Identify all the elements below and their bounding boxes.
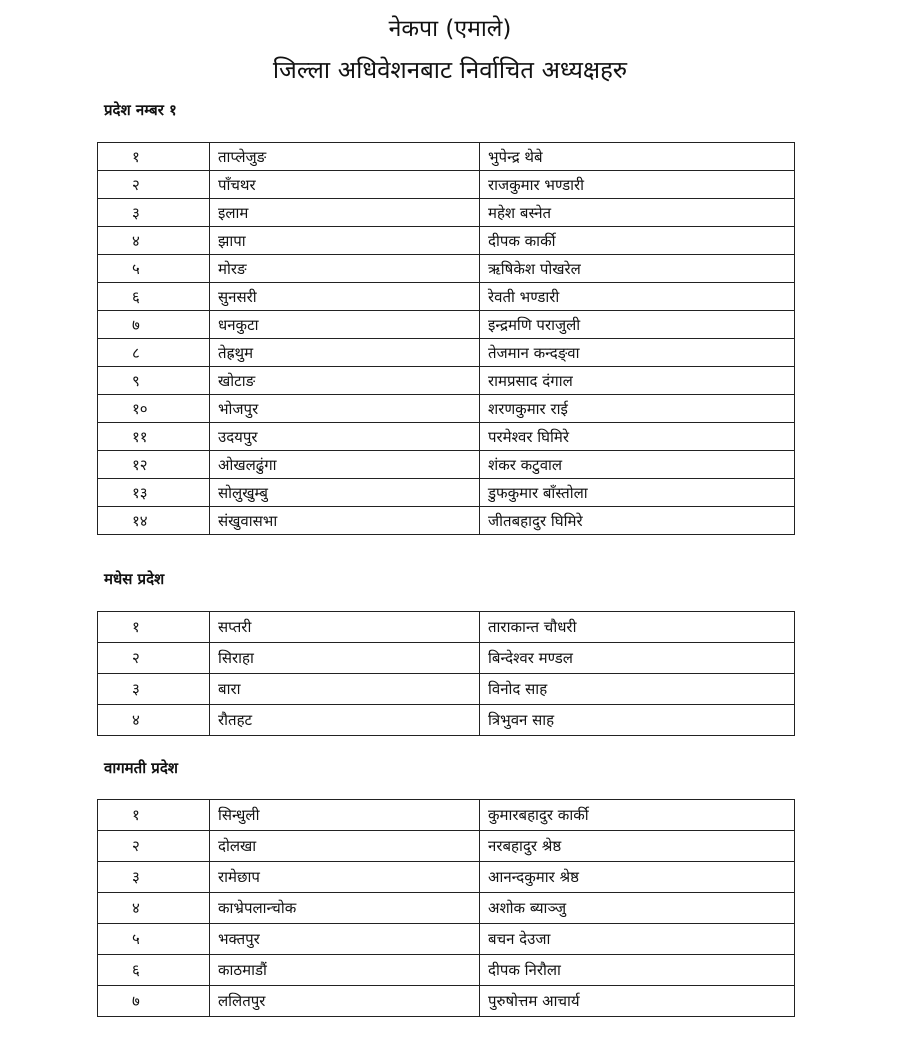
table-row xyxy=(98,283,795,311)
district-cell: सप्तरी xyxy=(210,612,480,643)
president-name-cell: विनोद साह xyxy=(480,674,795,705)
district-cell: झापा xyxy=(210,227,480,255)
section-heading-madhesh: मधेस प्रदेश xyxy=(104,570,165,588)
table-row xyxy=(98,311,795,339)
president-name-cell: महेश बस्नेत xyxy=(480,199,795,227)
president-name-cell: दीपक निरौला xyxy=(480,955,795,986)
president-name-cell: शरणकुमार राई xyxy=(480,395,795,423)
table-row xyxy=(98,800,795,831)
table-row xyxy=(98,955,795,986)
document-subtitle: जिल्ला अधिवेशनबाट निर्वाचित अध्यक्षहरु xyxy=(272,56,628,84)
row-number-cell: ९ xyxy=(98,367,210,395)
row-number-cell: १२ xyxy=(98,451,210,479)
table-row xyxy=(98,199,795,227)
president-name-cell: तेजमान कन्दङ्वा xyxy=(480,339,795,367)
row-number-cell: ६ xyxy=(98,955,210,986)
row-number-cell: ५ xyxy=(98,255,210,283)
district-cell: खोटाङ xyxy=(210,367,480,395)
row-number-cell: १ xyxy=(98,143,210,171)
district-cell: काठमाडौं xyxy=(210,955,480,986)
district-cell: सिन्धुली xyxy=(210,800,480,831)
president-name-cell: अशोक ब्याञ्जु xyxy=(480,893,795,924)
district-cell: भक्तपुर xyxy=(210,924,480,955)
president-name-cell: राजकुमार भण्डारी xyxy=(480,171,795,199)
district-cell: उदयपुर xyxy=(210,423,480,451)
table-row xyxy=(98,831,795,862)
district-cell: रामेछाप xyxy=(210,862,480,893)
district-cell: ललितपुर xyxy=(210,986,480,1017)
row-number-cell: ३ xyxy=(98,674,210,705)
table-row xyxy=(98,612,795,643)
table-row xyxy=(98,674,795,705)
table-row xyxy=(98,705,795,736)
table-row xyxy=(98,395,795,423)
president-name-cell: आनन्दकुमार श्रेष्ठ xyxy=(480,862,795,893)
president-name-cell: त्रिभुवन साह xyxy=(480,705,795,736)
row-number-cell: ४ xyxy=(98,893,210,924)
president-name-cell: बिन्देश्वर मण्डल xyxy=(480,643,795,674)
section-heading-province-1: प्रदेश नम्बर १ xyxy=(104,101,177,119)
president-name-cell: परमेश्वर घिमिरे xyxy=(480,423,795,451)
row-number-cell: ७ xyxy=(98,311,210,339)
row-number-cell: १४ xyxy=(98,507,210,535)
district-cell: मोरङ xyxy=(210,255,480,283)
district-cell: तेह्रथुम xyxy=(210,339,480,367)
president-name-cell: नरबहादुर श्रेष्ठ xyxy=(480,831,795,862)
table-row xyxy=(98,143,795,171)
table-row xyxy=(98,451,795,479)
row-number-cell: ३ xyxy=(98,199,210,227)
row-number-cell: १० xyxy=(98,395,210,423)
row-number-cell: १ xyxy=(98,612,210,643)
table-row xyxy=(98,479,795,507)
district-cell: ताप्लेजुङ xyxy=(210,143,480,171)
row-number-cell: २ xyxy=(98,831,210,862)
row-number-cell: ४ xyxy=(98,227,210,255)
president-name-cell: डुफकुमार बाँस्तोला xyxy=(480,479,795,507)
table-madhesh xyxy=(97,611,795,736)
row-number-cell: ८ xyxy=(98,339,210,367)
district-cell: काभ्रेपलान्चोक xyxy=(210,893,480,924)
district-cell: भोजपुर xyxy=(210,395,480,423)
district-cell: दोलखा xyxy=(210,831,480,862)
table-row xyxy=(98,986,795,1017)
table-row xyxy=(98,862,795,893)
row-number-cell: १३ xyxy=(98,479,210,507)
district-cell: संखुवासभा xyxy=(210,507,480,535)
district-cell: सिराहा xyxy=(210,643,480,674)
table-row xyxy=(98,924,795,955)
table-row xyxy=(98,423,795,451)
row-number-cell: ११ xyxy=(98,423,210,451)
district-cell: बारा xyxy=(210,674,480,705)
table-row xyxy=(98,339,795,367)
district-cell: रौतहट xyxy=(210,705,480,736)
row-number-cell: ५ xyxy=(98,924,210,955)
table-row xyxy=(98,367,795,395)
table-province-1 xyxy=(97,142,795,535)
district-cell: पाँचथर xyxy=(210,171,480,199)
president-name-cell: इन्द्रमणि पराजुली xyxy=(480,311,795,339)
table-row xyxy=(98,507,795,535)
president-name-cell: जीतबहादुर घिमिरे xyxy=(480,507,795,535)
document-title: नेकपा (एमाले) xyxy=(388,16,512,42)
district-cell: ओखलढुंगा xyxy=(210,451,480,479)
district-cell: सोलुखुम्बु xyxy=(210,479,480,507)
president-name-cell: रेवती भण्डारी xyxy=(480,283,795,311)
table-row xyxy=(98,171,795,199)
row-number-cell: ३ xyxy=(98,862,210,893)
table-row xyxy=(98,643,795,674)
president-name-cell: ताराकान्त चौधरी xyxy=(480,612,795,643)
table-row xyxy=(98,227,795,255)
row-number-cell: ७ xyxy=(98,986,210,1017)
row-number-cell: २ xyxy=(98,643,210,674)
district-cell: इलाम xyxy=(210,199,480,227)
row-number-cell: १ xyxy=(98,800,210,831)
president-name-cell: रामप्रसाद दंगाल xyxy=(480,367,795,395)
district-cell: धनकुटा xyxy=(210,311,480,339)
table-row xyxy=(98,255,795,283)
section-heading-bagmati: वागमती प्रदेश xyxy=(104,759,178,777)
row-number-cell: ६ xyxy=(98,283,210,311)
row-number-cell: २ xyxy=(98,171,210,199)
president-name-cell: पुरुषोत्तम आचार्य xyxy=(480,986,795,1017)
president-name-cell: दीपक कार्की xyxy=(480,227,795,255)
table-row xyxy=(98,893,795,924)
row-number-cell: ४ xyxy=(98,705,210,736)
president-name-cell: बचन देउजा xyxy=(480,924,795,955)
table-bagmati xyxy=(97,799,795,1017)
district-cell: सुनसरी xyxy=(210,283,480,311)
president-name-cell: शंकर कटुवाल xyxy=(480,451,795,479)
president-name-cell: भुपेन्द्र थेबे xyxy=(480,143,795,171)
president-name-cell: ऋषिकेश पोखरेल xyxy=(480,255,795,283)
president-name-cell: कुमारबहादुर कार्की xyxy=(480,800,795,831)
